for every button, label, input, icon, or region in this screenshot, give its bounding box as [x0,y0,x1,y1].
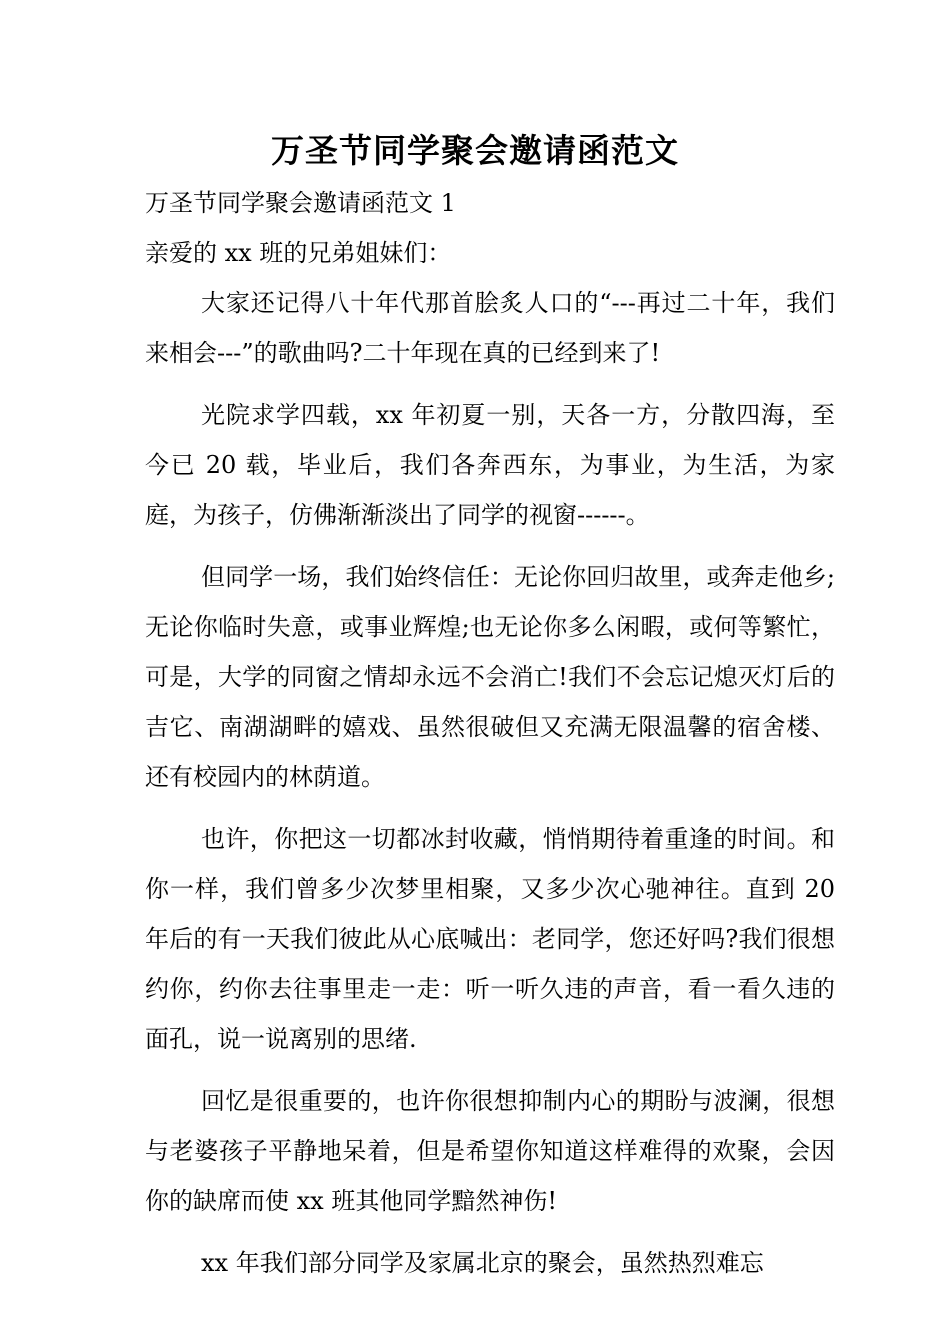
paragraph-3: 但同学一场，我们始终信任：无论你回归故里，或奔走他乡;无论你临时失意，或事业辉煌;也无论你多么闲暇，或何等繁忙，可是，大学的同窗之情却永远不会消亡!我们不会忘记熄灭灯后的吉它、南湖湖畔的嬉戏、虽然很破但又充满无限温馨的宿舍楼、还有校园内的林荫道。 [145,563,835,791]
paragraph-1: 大家还记得八十年代那首脍炙人口的“---再过二十年，我们来相会---”的歌曲吗?二十年现在真的已经到来了! [145,289,835,367]
document-subtitle: 万圣节同学聚会邀请函范文 1 [145,189,456,217]
document-title: 万圣节同学聚会邀请函范文 [271,131,679,170]
paragraph-6: xx 年我们部分同学及家属北京的聚会，虽然热烈难忘 [201,1249,764,1277]
paragraph-4: 也许，你把这一切都冰封收藏，悄悄期待着重逢的时间。和你一样，我们曾多少次梦里相聚，又多少次心驰神往。直到 20 年后的有一天我们彼此从心底喊出：老同学，您还好吗?我们很想约你，约你去往事里走一走：听一听久违的声音，看一看久违的面孔，说一说离别的思绪. [145,825,835,1053]
paragraph-2: 光院求学四载，xx 年初夏一别，天各一方，分散四海，至今已 20 载，毕业后，我们各奔西东，为事业，为生活，为家庭，为孩子，仿佛渐渐淡出了同学的视窗------。 [145,401,835,529]
salutation: 亲爱的 xx 班的兄弟姐妹们： [145,239,452,267]
document-body [145,178,835,1288]
paragraph-5: 回忆是很重要的，也许你很想抑制内心的期盼与波澜，很想与老婆孩子平静地呆着，但是希望你知道这样难得的欢聚，会因你的缺席而使 xx 班其他同学黯然神伤! [145,1087,835,1215]
